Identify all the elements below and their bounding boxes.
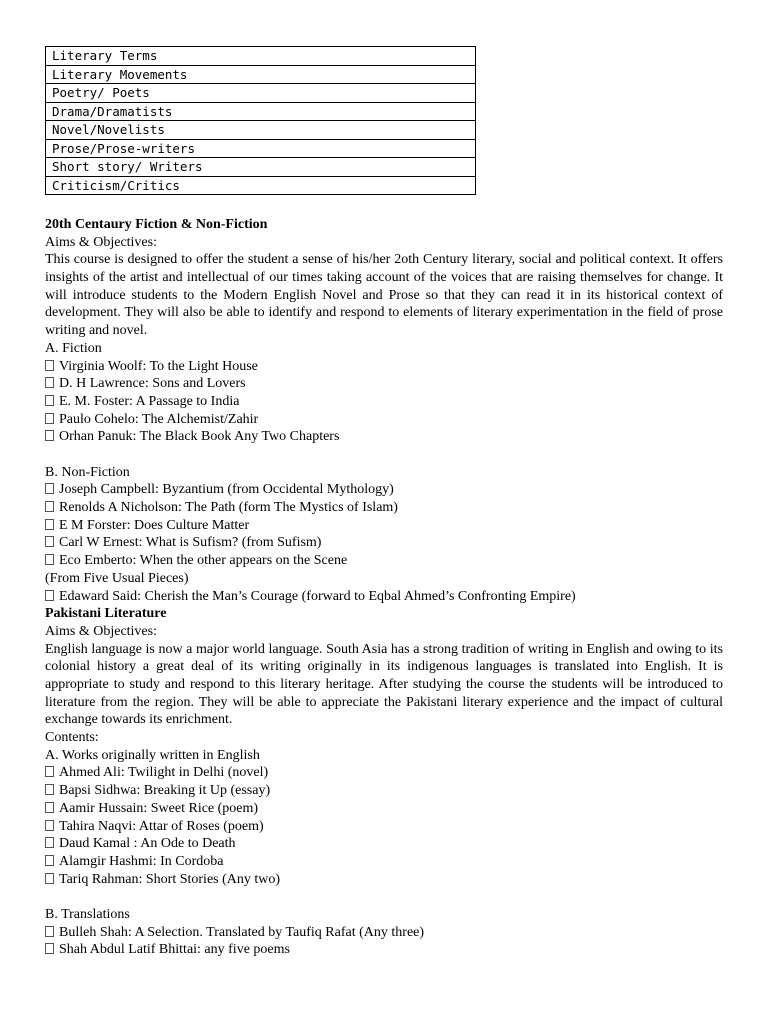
list-item-text: Shah Abdul Latif Bhittai: any five poems — [59, 942, 290, 958]
list-item-text: E. M. Foster: A Passage to India — [59, 393, 240, 409]
source-note: (From Five Usual Pieces) — [45, 570, 189, 586]
missing-glyph-bullet-icon — [45, 820, 54, 831]
document-body — [45, 216, 723, 959]
table-row — [46, 47, 476, 66]
list-item-text: Orhan Panuk: The Black Book Any Two Chapters — [59, 429, 340, 445]
list-item-text: Virginia Woolf: To the Light House — [59, 358, 258, 374]
list-item-text: Eco Emberto: When the other appears on the Scene — [59, 553, 348, 569]
missing-glyph-bullet-icon — [45, 483, 54, 494]
table-cell: Poetry/ Poets — [46, 84, 476, 103]
list-item — [45, 499, 723, 517]
list-item — [45, 782, 723, 800]
list-item — [45, 764, 723, 782]
fiction-aims-paragraph: This course is designed to offer the student a sense of his/her 2oth Century literary, social and political context. It offers insights of the artist and intellectual of our times taking account of the voices that are raising themselves for change. It will introduce students to the Modern English Novel and Prose so that they can read it in its historical context of development. They will also be able to identify and respond to elements of literary experimentation in the field of prose writing and novel. — [45, 252, 723, 339]
table-cell: Literary Terms — [46, 47, 476, 66]
list-item — [45, 481, 723, 499]
table-row — [46, 139, 476, 158]
missing-glyph-bullet-icon — [45, 519, 54, 530]
missing-glyph-bullet-icon — [45, 501, 54, 512]
list-item — [45, 358, 723, 376]
table-cell: Prose/Prose-writers — [46, 139, 476, 158]
list-item-text: Renolds A Nicholson: The Path (form The Mystics of Islam) — [59, 500, 398, 516]
table-row — [46, 121, 476, 140]
missing-glyph-bullet-icon — [45, 377, 54, 388]
list-item — [45, 871, 723, 889]
list-item — [45, 428, 723, 446]
list-item-text: Edaward Said: Cherish the Man’s Courage (forward to Eqbal Ahmed’s Confronting Empire) — [59, 588, 576, 604]
table-cell: Criticism/Critics — [46, 176, 476, 195]
missing-glyph-bullet-icon — [45, 554, 54, 565]
table-row — [46, 158, 476, 177]
table-cell: Novel/Novelists — [46, 121, 476, 140]
list-item — [45, 393, 723, 411]
list-item — [45, 517, 723, 535]
missing-glyph-bullet-icon — [45, 536, 54, 547]
list-item-text: Bulleh Shah: A Selection. Translated by Taufiq Rafat (Any three) — [59, 924, 425, 940]
list-item-text: Daud Kamal : An Ode to Death — [59, 836, 236, 852]
missing-glyph-bullet-icon — [45, 855, 54, 866]
list-item — [45, 818, 723, 836]
missing-glyph-bullet-icon — [45, 802, 54, 813]
pakistani-section-heading: Pakistani Literature — [45, 606, 167, 622]
works-subheading: A. Works originally written in English — [45, 747, 260, 763]
translations-subheading: B. Translations — [45, 906, 130, 922]
table-row — [46, 176, 476, 195]
missing-glyph-bullet-icon — [45, 766, 54, 777]
missing-glyph-bullet-icon — [45, 926, 54, 937]
list-item — [45, 835, 723, 853]
list-item-text: Ahmed Ali: Twilight in Delhi (novel) — [59, 765, 269, 781]
list-item-text: Carl W Ernest: What is Sufism? (from Sufism) — [59, 535, 322, 551]
list-item-text: Tariq Rahman: Short Stories (Any two) — [59, 871, 281, 887]
missing-glyph-bullet-icon — [45, 943, 54, 954]
table-row — [46, 84, 476, 103]
list-item-text: Alamgir Hashmi: In Cordoba — [59, 853, 224, 869]
literary-topics-table — [45, 46, 476, 195]
spacer — [45, 446, 723, 464]
table-cell: Drama/Dramatists — [46, 102, 476, 121]
table-row — [46, 102, 476, 121]
table-cell: Short story/ Writers — [46, 158, 476, 177]
pakistani-aims-paragraph: English language is now a major world language. South Asia has a strong tradition of writing in English and owing to its colonial history a great deal of its writing originally in its indigenous languages is translated into English. It is appropriate to study and respond to this literary heritage. After studying the course the students will be introduced to literature from the region. They will be able to appreciate the Pakistani literary experience and the impact of cultural exchange towards its enrichment. — [45, 641, 723, 728]
list-item-text: Joseph Campbell: Byzantium (from Occidental Mythology) — [59, 482, 394, 498]
list-item — [45, 552, 723, 570]
missing-glyph-bullet-icon — [45, 590, 54, 601]
list-item — [45, 588, 723, 606]
missing-glyph-bullet-icon — [45, 430, 54, 441]
missing-glyph-bullet-icon — [45, 873, 54, 884]
fiction-section-heading: 20th Centaury Fiction & Non-Fiction — [45, 217, 268, 232]
missing-glyph-bullet-icon — [45, 395, 54, 406]
list-item-text: Paulo Cohelo: The Alchemist/Zahir — [59, 411, 259, 427]
table-row — [46, 65, 476, 84]
missing-glyph-bullet-icon — [45, 837, 54, 848]
list-item — [45, 534, 723, 552]
list-item-text: E M Forster: Does Culture Matter — [59, 517, 250, 533]
table-cell: Literary Movements — [46, 65, 476, 84]
spacer — [45, 888, 723, 906]
nonfiction-subheading: B. Non-Fiction — [45, 464, 130, 480]
list-item — [45, 853, 723, 871]
list-item-text: D. H Lawrence: Sons and Lovers — [59, 376, 246, 392]
list-item — [45, 941, 723, 959]
fiction-aims-label: Aims & Objectives: — [45, 234, 157, 250]
list-item — [45, 411, 723, 429]
pakistani-aims-label: Aims & Objectives: — [45, 623, 157, 639]
contents-label: Contents: — [45, 730, 99, 746]
fiction-subheading: A. Fiction — [45, 340, 102, 356]
missing-glyph-bullet-icon — [45, 413, 54, 424]
list-item-text: Bapsi Sidhwa: Breaking it Up (essay) — [59, 783, 271, 799]
list-item-text: Tahira Naqvi: Attar of Roses (poem) — [59, 818, 264, 834]
list-item — [45, 924, 723, 942]
missing-glyph-bullet-icon — [45, 784, 54, 795]
list-item — [45, 800, 723, 818]
list-item-text: Aamir Hussain: Sweet Rice (poem) — [59, 800, 259, 816]
list-item — [45, 375, 723, 393]
missing-glyph-bullet-icon — [45, 360, 54, 371]
